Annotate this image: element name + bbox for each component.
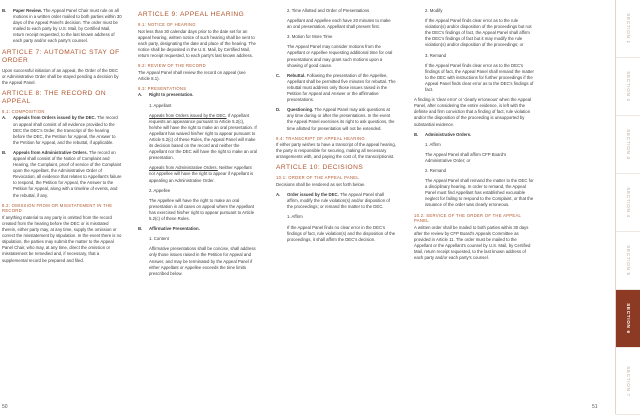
section-heading: ARTICLE 9: APPEAL HEARING bbox=[138, 11, 245, 18]
tab-section-7[interactable] bbox=[616, 348, 640, 415]
sub-item-title: 2. Time Allotted and Order of Presentations bbox=[287, 8, 370, 13]
tab-label: SECTION 5 bbox=[625, 245, 631, 276]
paragraph: Not less than 30 calendar days prior to the date set for an appeal hearing, written notice of such hearing shall be sent to each party, designating the date and place of the hearing. The notice shall be deposited in the U.S. Mail, by Certified Mail, return receipt requested, to each party's last known address. bbox=[138, 28, 256, 58]
tab-section-1[interactable] bbox=[616, 0, 640, 58]
tab-label: SECTION 2 bbox=[625, 71, 631, 102]
tab-label: SECTION 3 bbox=[625, 129, 631, 160]
paragraph: If anything material to any party is omitted from the record created from the hearing before the DEC or is misstated therein, either party may, at any time, supply the omission or correct the misstatement by stipulation. In the event there is no stipulation, the parties may submit the matter to the Appeal Panel Chair, who may, at any time, direct the omission or misstatement be remedied and, if necessary, that a supplemental record be prepared and filed. bbox=[2, 214, 122, 263]
paragraph: If the Appeal Panel finds clear error as to the DEC's findings of fact, the Appeal Panel shall remand the matter to the DEC with instructions for further proceedings if the Appeal Panel finds clear error as to the DEC's findings of fact. bbox=[425, 62, 534, 93]
section-heading: ARTICLE 8: THE RECORD ON APPEAL bbox=[2, 89, 107, 105]
paragraph: Decisions shall be rendered as set forth below. bbox=[276, 182, 365, 188]
item-text: Neither Appellant nor Appellee will have the right to appear if Appellant is appealing an Administrative Order. bbox=[149, 165, 254, 183]
paragraph: If the Appeal Panel finds clear error as to the rule violation(s) and/or disposition of the proceedings but not the DEC's findings of fact, the Appeal Panel shall affirm the DEC's findings of fact but it may modify the rule violation(s) and/or disposition of the proceedings; or bbox=[425, 18, 532, 48]
list-item bbox=[276, 107, 396, 131]
item-underlined: Appeals from Administrative Orders. bbox=[149, 165, 218, 171]
subsection-heading: 10.2: SERVICE OF THE ORDER OF THE APPEAL PANEL bbox=[414, 212, 522, 224]
item-text: The Appeal Panel may ask questions at any time during or after the presentations. In the event the Appeal Panel exercises its right to ask questions, the time allotted for presentation will not be extended. bbox=[287, 107, 395, 131]
column-4 bbox=[414, 8, 534, 265]
paragraph: The Appeal Panel may consider motions from the Appellant or Appellee requesting additional time for oral presentations and may grant such motions upon a showing of good cause. bbox=[287, 44, 393, 68]
sub-item-title: 1. Appellant bbox=[149, 102, 172, 108]
paragraph: A finding is 'clear error' or 'clearly erroneous' when the Appeal Panel, after considering the entire evidence, is left with the definite and firm conviction that a finding of fact, rule violation and/or the disposition of the proceeding is unsupported by substantial evidence. bbox=[414, 97, 531, 127]
item-title: Appeals from Orders issued by the DEC. bbox=[13, 115, 96, 121]
column-1 bbox=[2, 8, 122, 268]
paper-review-item bbox=[2, 8, 122, 45]
paragraph: Affirmative presentations shall be concise, shall address only those issues raised in the Petition for Appeal and Answer, and may be terminated by the Appeal Panel if either Appellant or Appellee exceeds the time limits prescribed below. bbox=[149, 246, 256, 276]
sub-item-title: 1. Affirm bbox=[425, 141, 441, 147]
paragraph: The Appellee will have the right to make an oral presentation in all cases on appeal where the Appellant has exercised his/her right to appear pursuant to Article 5.2(c) of these Rules. bbox=[149, 197, 255, 222]
tab-section-3[interactable] bbox=[616, 116, 640, 174]
paragraph bbox=[287, 73, 396, 103]
sub-item-title: 2. Remand bbox=[425, 167, 447, 173]
tab-section-6[interactable] bbox=[616, 290, 640, 348]
tab-section-4[interactable] bbox=[616, 174, 640, 232]
sub-item-title: 2. Appellee bbox=[149, 187, 171, 193]
item-title: Administrative Orders. bbox=[425, 131, 472, 137]
item-title: Paper Review. bbox=[13, 8, 42, 13]
subsection-heading: 9.2: REVIEW OF THE RECORD bbox=[138, 63, 206, 69]
item-label: A. bbox=[276, 192, 281, 198]
section-heading: ARTICLE 7: AUTOMATIC STAY OF ORDER bbox=[2, 48, 120, 64]
paragraph bbox=[13, 115, 122, 145]
item-title: Rebuttal. bbox=[287, 72, 306, 78]
item-text: The Appeal Panel Chair must rule on all motions in a written order mailed to both parties within 30 days of the Appeal Panel's decision. The order must be mailed to each party by U.S. Mail, by Certified Mail, return receipt requested, to the last known address of each party and/or each party's counsel. bbox=[13, 8, 122, 44]
sub-list bbox=[414, 8, 534, 93]
tab-label: SECTION 1 bbox=[625, 13, 631, 44]
item-label: B. bbox=[414, 131, 419, 137]
tab-section-2[interactable] bbox=[616, 58, 640, 116]
section-heading: ARTICLE 10: DECISIONS bbox=[276, 164, 364, 172]
sub-list bbox=[138, 236, 258, 277]
sub-item-title: 1. Affirm bbox=[287, 214, 303, 220]
list-item bbox=[138, 226, 258, 232]
page-number-right: 51 bbox=[592, 404, 598, 410]
item-label: A. bbox=[2, 115, 7, 121]
sub-item-title: 3. Motion for More Time bbox=[287, 34, 333, 40]
list-item bbox=[138, 92, 258, 98]
sub-item-title: 2. Modify bbox=[425, 8, 443, 13]
subsection-heading: 9.1: NOTICE OF HEARING bbox=[138, 22, 196, 27]
paragraph: Upon successful initiation of an appeal, the Order of the DEC or Administrative Order shall be stayed pending a decision by the Appeal Panel. bbox=[2, 67, 119, 85]
item-label: B. bbox=[2, 149, 7, 155]
tab-label: SECTION 4 bbox=[625, 187, 631, 218]
sub-list bbox=[414, 142, 534, 209]
list-item bbox=[276, 192, 396, 210]
item-title: Order issued by the DEC. bbox=[287, 192, 339, 198]
paragraph bbox=[13, 150, 122, 199]
section-sidebar bbox=[615, 0, 640, 414]
page-number-left: 50 bbox=[2, 404, 8, 410]
list-item bbox=[276, 73, 396, 103]
paragraph: The Appeal Panel shall affirm CFP Board's Administrative Order; or bbox=[425, 151, 507, 163]
tab-label: SECTION 6 bbox=[625, 303, 631, 334]
item-text: The record on appeal shall consist of all evidence provided to the DEC the DEC's Order, the transcript of the hearing before the DEC, the Petition for Appeal, the Answer to the Petition for Appeal, and the rebuttal, if applicable. bbox=[13, 115, 118, 145]
paragraph bbox=[149, 165, 258, 183]
sub-list bbox=[138, 103, 258, 223]
item-label: B. bbox=[138, 226, 143, 232]
item-text: The record on appeal shall consist of the Notice of Complaint and Hearing, the Complaint, proof of service of the Complaint upon the Appellant, the Administrative Order of Revocation, all evidence that relates to Appellant's failure to respond, the Petition for Appeal, the Answer to the Petition for Appeal, along with a timeline of events, and the rebuttal, if any. bbox=[13, 149, 122, 198]
item-text: If Appellant requests an appearance pursuant to Article 5.2(c), he/she will have the right to make an oral presentation. If Appellant has waived his/her right to appear pursuant to Article 5.2(c) of these Rules, the Appeal Panel will make its decision based on the record and neither the Appellant nor the DEC will have the right to make an oral presentation. bbox=[149, 112, 257, 161]
paragraph bbox=[287, 192, 396, 210]
item-label: C. bbox=[276, 72, 281, 78]
subsection-heading: 9.4: TRANSCRIPT OF APPEAL HEARING bbox=[276, 135, 365, 141]
item-title: Appeals from Administrative Orders. bbox=[13, 149, 88, 155]
list-item bbox=[2, 115, 122, 145]
sub-item-title: 1. Content bbox=[149, 236, 169, 242]
item-label: B. bbox=[2, 8, 7, 13]
item-underlined: Appeals from Orders issued by the DEC. bbox=[149, 112, 227, 118]
column-2 bbox=[138, 8, 258, 281]
paragraph: If the Appeal Panel finds no clear error in the DEC's findings of fact, rule violation(s) and the disposition of the proceedings, it shall affirm the DEC's decision. bbox=[287, 224, 396, 242]
sub-list bbox=[276, 214, 396, 242]
item-text: Following the presentation of the Appellee, Appellant shall be permitted five minutes for rebuttal. The rebuttal must address only those issues raised in the Petition for Appeal and Answer or the affirmative presentations. bbox=[287, 72, 396, 103]
item-label: D. bbox=[276, 107, 281, 113]
paragraph bbox=[287, 107, 396, 131]
paragraph: The Appeal Panel shall remand the matter to the DEC for a disciplinary hearing. In order to remand, the Appeal Panel must find Appellant has established excusable neglect for failing to respond to the Complaint, or that the issuance of the order was clearly erroneous. bbox=[425, 178, 534, 208]
item-title: Right to presentation. bbox=[149, 92, 194, 98]
column-3 bbox=[276, 8, 396, 247]
item-title: Affirmative Presentation. bbox=[149, 226, 200, 232]
sub-list bbox=[276, 8, 396, 69]
item-label: A. bbox=[138, 92, 143, 98]
paragraph: The Appeal Panel shall review the record on appeal (see Article 8.1). bbox=[138, 69, 246, 81]
paragraph: Appellant and Appellee each have 20 minutes to make an oral presentation. Appellant shall present first. bbox=[287, 18, 391, 30]
paragraph: If either party wishes to have a transcript of the appeal hearing, the party is responsible for securing, making all necessary arrangements with, and paying the cost of, the transcriptionist. bbox=[276, 142, 396, 160]
subsection-heading: 8.1: COMPOSITION bbox=[2, 108, 45, 114]
paragraph bbox=[149, 113, 258, 162]
paragraph: A written order shall be mailed to both parties within 30 days after the review by CFP Board's Appeals Committee as provided in Article 11. The order must be mailed to the Appellant or the Appellant's counsel by U.S. Mail, by Certified Mail, return receipt requested, to the last known address of each party and/or each party's counsel. bbox=[414, 224, 531, 261]
list-item bbox=[414, 132, 534, 138]
sub-item-title: 3. Remand bbox=[425, 52, 447, 58]
subsection-heading: 8.2: OMISSION FROM OR MISSTATEMENT IN THE RECORD bbox=[2, 202, 113, 214]
item-title: Questioning. bbox=[287, 107, 314, 113]
paragraph bbox=[13, 8, 122, 45]
item-text: The Appeal Panel shall affirm, modify the rule violation(s) and/or disposition of the proceedings; or remand the matter to the DEC. bbox=[287, 192, 390, 210]
subsection-heading: 10.1: ORDER OF THE APPEAL PANEL bbox=[276, 175, 359, 181]
tab-section-5[interactable] bbox=[616, 232, 640, 290]
subsection-heading: 9.3: PRESENTATIONS bbox=[138, 85, 187, 91]
tab-label: SECTION 7 bbox=[625, 365, 631, 397]
list-item bbox=[2, 150, 122, 199]
